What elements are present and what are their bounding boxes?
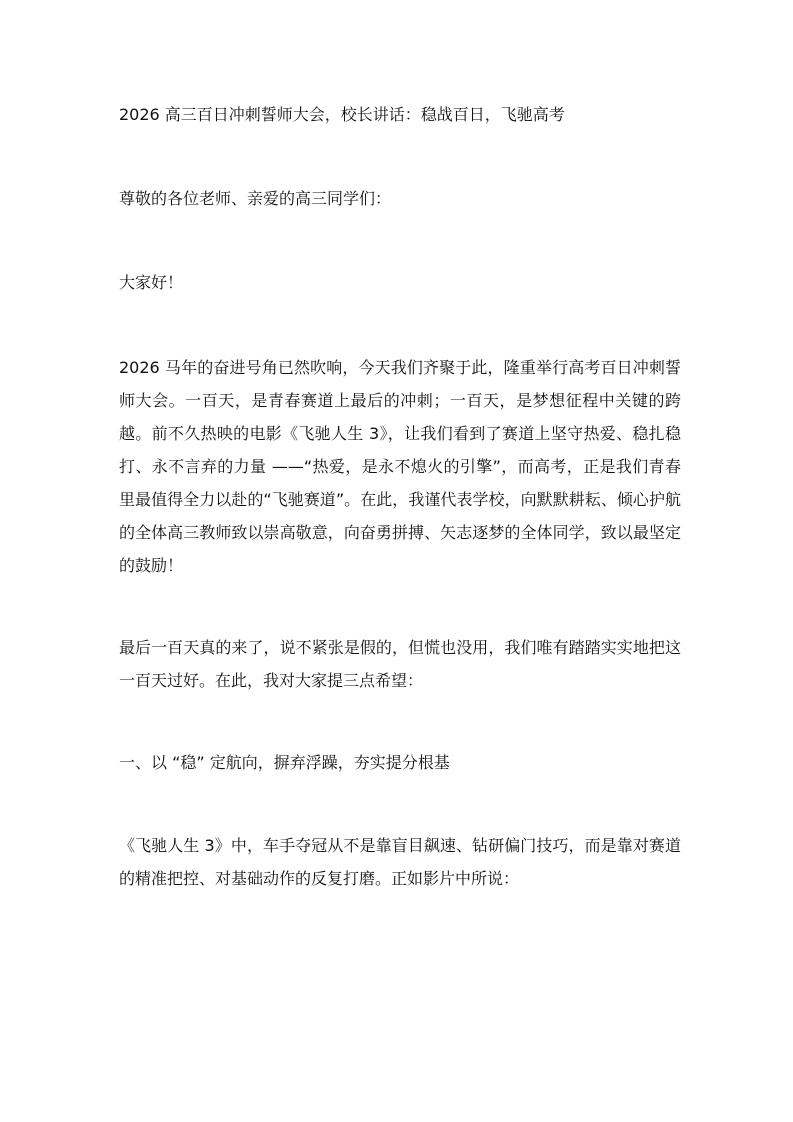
document-title: 2026 高三百日冲刺誓师大会，校长讲话：稳战百日，飞驰高考 — [119, 105, 565, 124]
paragraph-section-1: 《飞驰人生 3》中，车手夺冠从不是靠盲目飙速、钻研偏门技巧，而是靠对赛道的精准把控、对基础动作的反复打磨。正如影片中所说： — [119, 836, 681, 888]
paragraph-hopes-intro: 最后一百天真的来了，说不紧张是假的，但慌也没用，我们唯有踏踏实实地把这一百天过好。在此，我对大家提三点希望： — [119, 638, 681, 690]
section-heading-1: 一、以 “稳” 定航向，摒弃浮躁，夯实提分根基 — [119, 753, 450, 772]
greeting: 大家好！ — [119, 273, 184, 292]
paragraph-opening: 2026 马年的奋进号角已然吹响，今天我们齐聚于此，隆重举行高考百日冲刺誓师大会。一百天，是青春赛道上最后的冲刺；一百天，是梦想征程中关键的跨越。前不久热映的电影《飞驰人生 3》，让我们看到了赛道上坚守热爱、稳扎稳打、永不言弃的力量 ——“热爱，是永不熄火的引擎”，而高考，正是我们青春里最值得全力以赴的“飞驰赛道”。在此，我谨代表学校，向默默耕耘、倾心护航的全体高三教师致以崇高敬意，向奋勇拼搏、矢志逐梦的全体同学，致以最坚定的鼓励！ — [119, 358, 681, 575]
document-body — [119, 98, 681, 895]
salutation: 尊敬的各位老师、亲爱的高三同学们： — [119, 189, 392, 208]
